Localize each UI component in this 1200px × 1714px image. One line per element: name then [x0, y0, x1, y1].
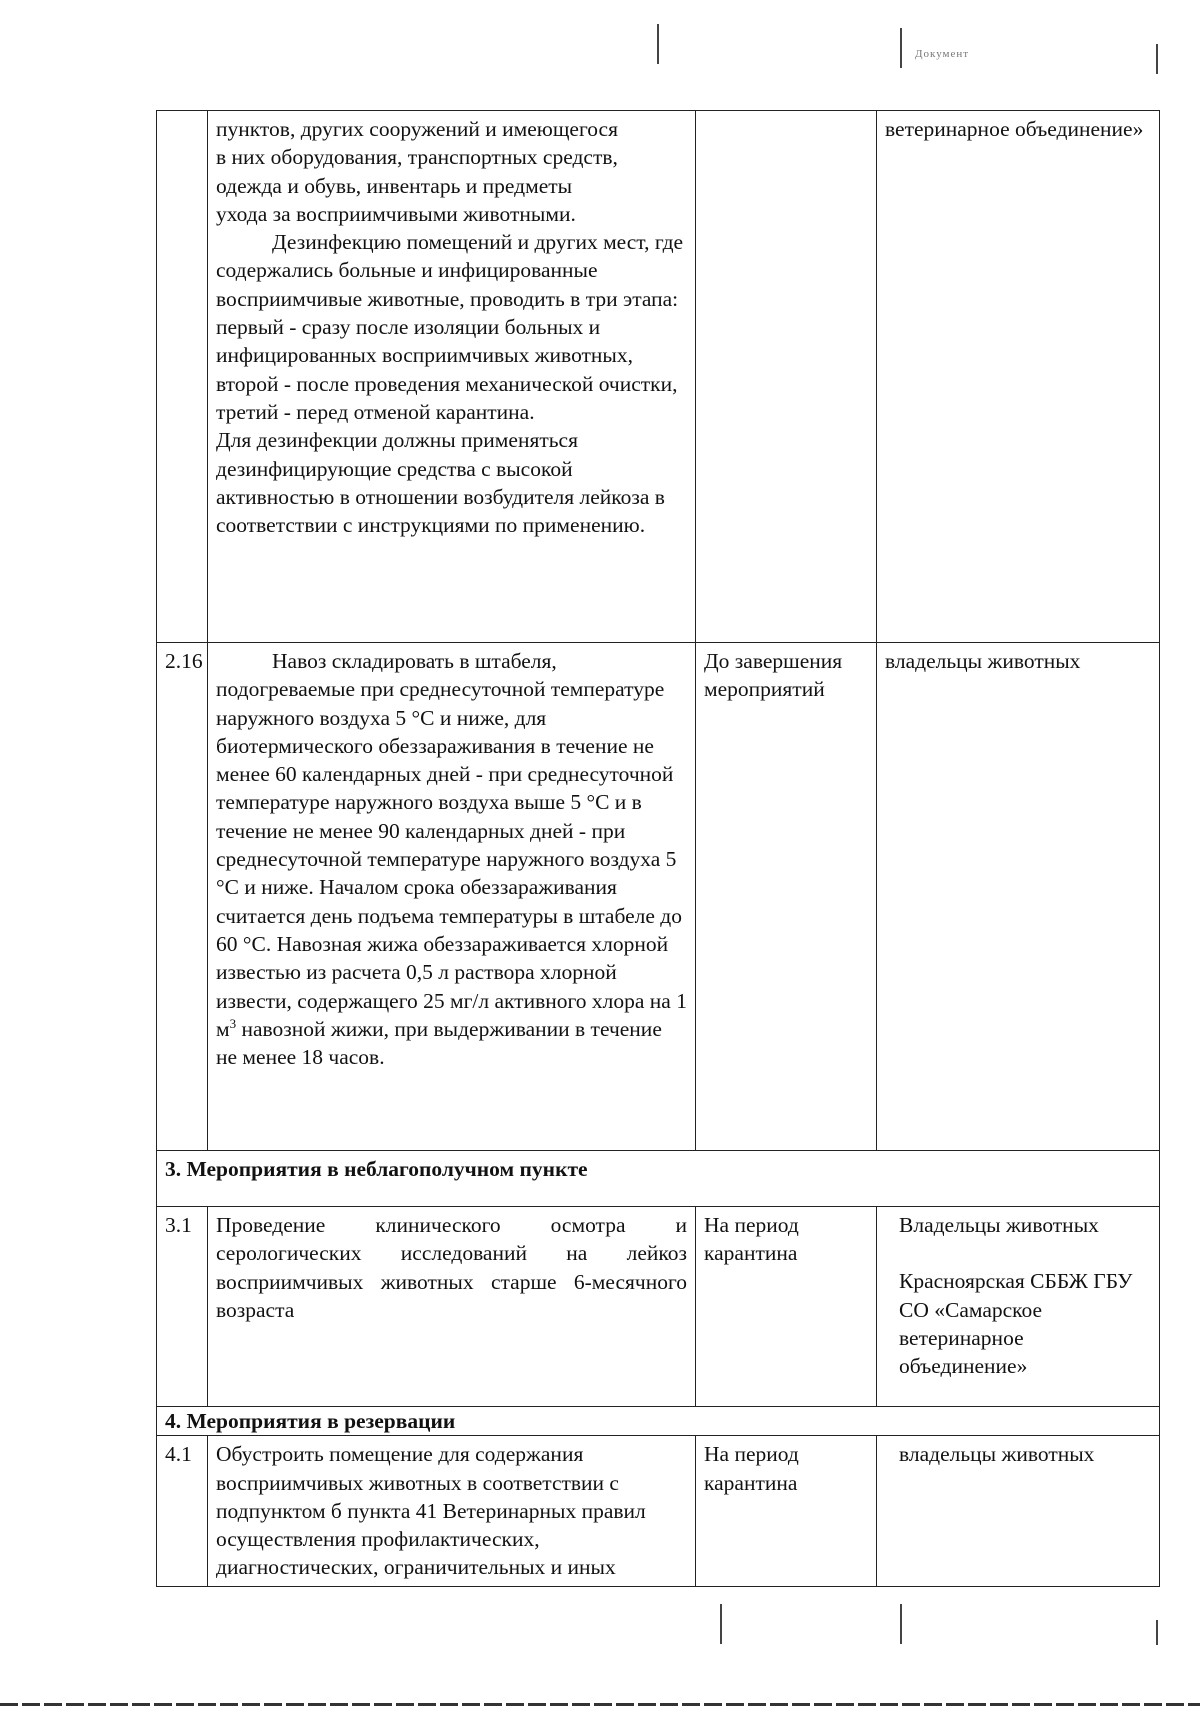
row-term: До завершения мероприятий [696, 643, 877, 1151]
scan-bottom-edge [0, 1703, 1200, 1706]
section-title: 4. Мероприятия в резервации [157, 1407, 1160, 1436]
row-responsible: владельцы животных [877, 1436, 1160, 1586]
row-text: Обустроить помещение для содержания восприимчивых животных в соответствии с подпунктом б пункта 41 Ветеринарных правил осуществления профилактических, диагностических, ограничительных и иных [208, 1436, 696, 1586]
manure-text: Навоз складировать в штабеля, подогреваемые при среднесуточной температуре наружного воздуха 5 °С и ниже, для биотермического обеззараживания в течение не менее 60 календарных дней - при среднесуточной температуре наружного воздуха выше 5 °С и в течение не менее 90 календарных дней - при среднесуточной температуре наружного воздуха 5 °С и ниже. Началом срока обеззараживания считается день подъема температуры в штабеле до 60 °С. Навозная жижа обеззараживается хлорной известью из расчета 0,5 л раствора хлорной извести, содержащего 25 мг/л активного хлора на 1 м [216, 649, 687, 1041]
manure-text-end: навозной жижи, при выдерживании в течение не менее 18 часов. [216, 1016, 662, 1070]
row-term: На период карантина [696, 1436, 877, 1586]
row-responsible: владельцы животных [877, 643, 1160, 1151]
row-responsible [877, 1207, 1160, 1407]
disinfectant-paragraph: Для дезинфекции должны применяться дезинфицирующие средства с высокой активностью в отношении возбудителя лейкоза в соответствии с инструкциями по применению. [216, 428, 665, 538]
page-header-mark: Документ [915, 48, 970, 60]
table-row-3-1 [157, 1207, 1160, 1407]
row-number: 3.1 [157, 1207, 208, 1407]
row-term [696, 111, 877, 643]
text-line: пунктов, других сооружений и имеющегося [216, 117, 618, 141]
disinfection-paragraph: Дезинфекцию помещений и других мест, где содержались больные и инфицированные восприимчивые животные, проводить в три этапа: первый - сразу после изоляции больных и инфицированных восприимчивых животных, второй - после проведения механической очистки, третий - перед отменой карантина. [216, 230, 684, 424]
row-number: 2.16 [157, 643, 208, 1151]
table-row-4-1 [157, 1436, 1160, 1586]
scan-mark [1156, 1620, 1158, 1645]
row-responsible: ветеринарное объединение» [877, 111, 1160, 643]
row-number: 4.1 [157, 1436, 208, 1586]
scan-mark [1156, 44, 1158, 74]
row-text: Проведение клинического осмотра и серологических исследований на лейкоз восприимчивых животных старше 6-месячного возраста [208, 1207, 696, 1407]
section-row-4 [157, 1407, 1160, 1436]
table-row-2-16 [157, 643, 1160, 1151]
scan-mark [900, 28, 902, 68]
text-line: одежда и обувь, инвентарь и предметы [216, 173, 573, 198]
cubic-superscript: 3 [229, 1015, 237, 1031]
row-number [157, 111, 208, 643]
row-term: На период карантина [696, 1207, 877, 1407]
row-text [208, 111, 696, 643]
manure-paragraph [216, 647, 687, 1071]
scan-mark [657, 24, 659, 64]
section-title: 3. Мероприятия в неблагополучном пункте [157, 1151, 1160, 1207]
responsible-owners: Владельцы животных [899, 1213, 1099, 1237]
scan-mark [720, 1604, 722, 1644]
text-line: в них оборудования, транспортных средств, [216, 145, 618, 170]
responsible-station: Красноярская СББЖ ГБУ СО «Самарское ветеринарное объединение» [899, 1269, 1133, 1379]
section-row-3 [157, 1151, 1160, 1207]
row-text [208, 643, 696, 1151]
scan-mark [900, 1604, 902, 1644]
text-line: ухода за восприимчивыми животными. [216, 201, 576, 226]
table-row-continuation [157, 111, 1160, 643]
measures-table [156, 110, 1160, 1587]
